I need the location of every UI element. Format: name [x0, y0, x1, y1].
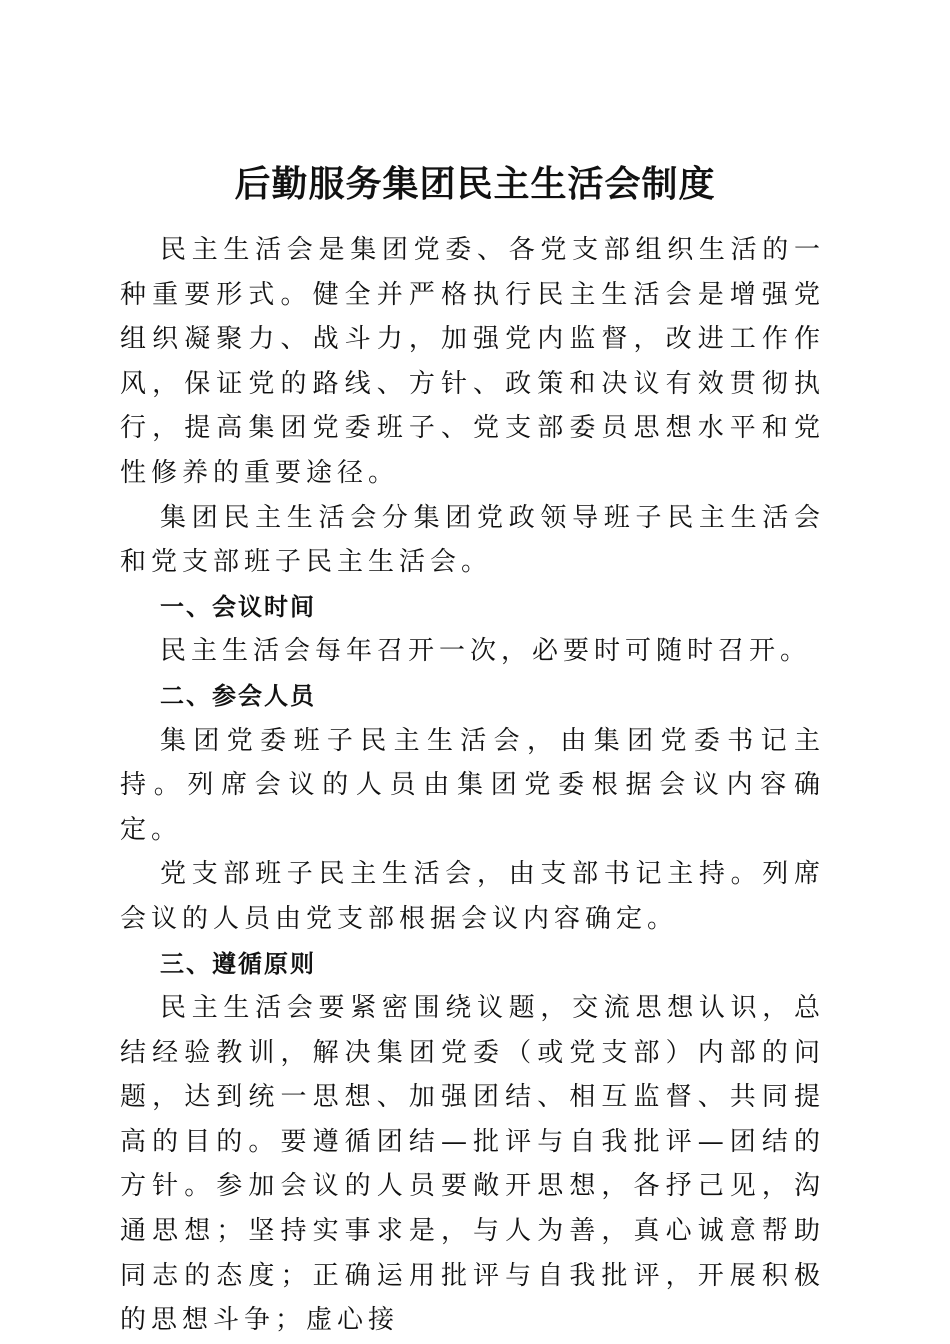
section-attendees-paragraph-1: 集团党委班子民主生活会，由集团党委书记主持。列席会议的人员由集团党委根据会议内容确定。 — [120, 725, 825, 845]
section-meeting-time-paragraph: 民主生活会每年召开一次，必要时可随时召开。 — [160, 636, 812, 667]
intro-paragraph-1: 民主生活会是集团党委、各党支部组织生活的一种重要形式。健全并严格执行民主生活会是增强党组织凝聚力、战斗力，加强党内监督，改进工作作风，保证党的路线、方针、政策和决议有效贯彻执行，提高集团党委班子、党支部委员思想水平和党性修养的重要途径。 — [120, 235, 825, 488]
section-heading-attendees: 二、参会人员 — [160, 681, 316, 710]
document-body — [120, 228, 825, 1343]
intro-paragraph-2: 集团民主生活会分集团党政领导班子民主生活会和党支部班子民主生活会。 — [120, 502, 825, 578]
section-principles-paragraph: 民主生活会要紧密围绕议题，交流思想认识，总结经验教训，解决集团党委（或党支部）内部的问题，达到统一思想、加强团结、相互监督、共同提高的目的。要遵循团结—批评与自我批评—团结的方针。参加会议的人员要敞开思想，各抒己见，沟通思想；坚持实事求是，与人为善，真心诚意帮助同志的态度；正确运用批评与自我批评，开展积极的思想斗争；虚心接 — [120, 993, 825, 1336]
document-title: 后勤服务集团民主生活会制度 — [234, 163, 716, 206]
section-attendees-paragraph-2: 党支部班子民主生活会，由支部书记主持。列席会议的人员由党支部根据会议内容确定。 — [120, 859, 825, 934]
section-heading-meeting-time: 一、会议时间 — [160, 592, 316, 621]
section-heading-principles: 三、遵循原则 — [160, 949, 316, 978]
